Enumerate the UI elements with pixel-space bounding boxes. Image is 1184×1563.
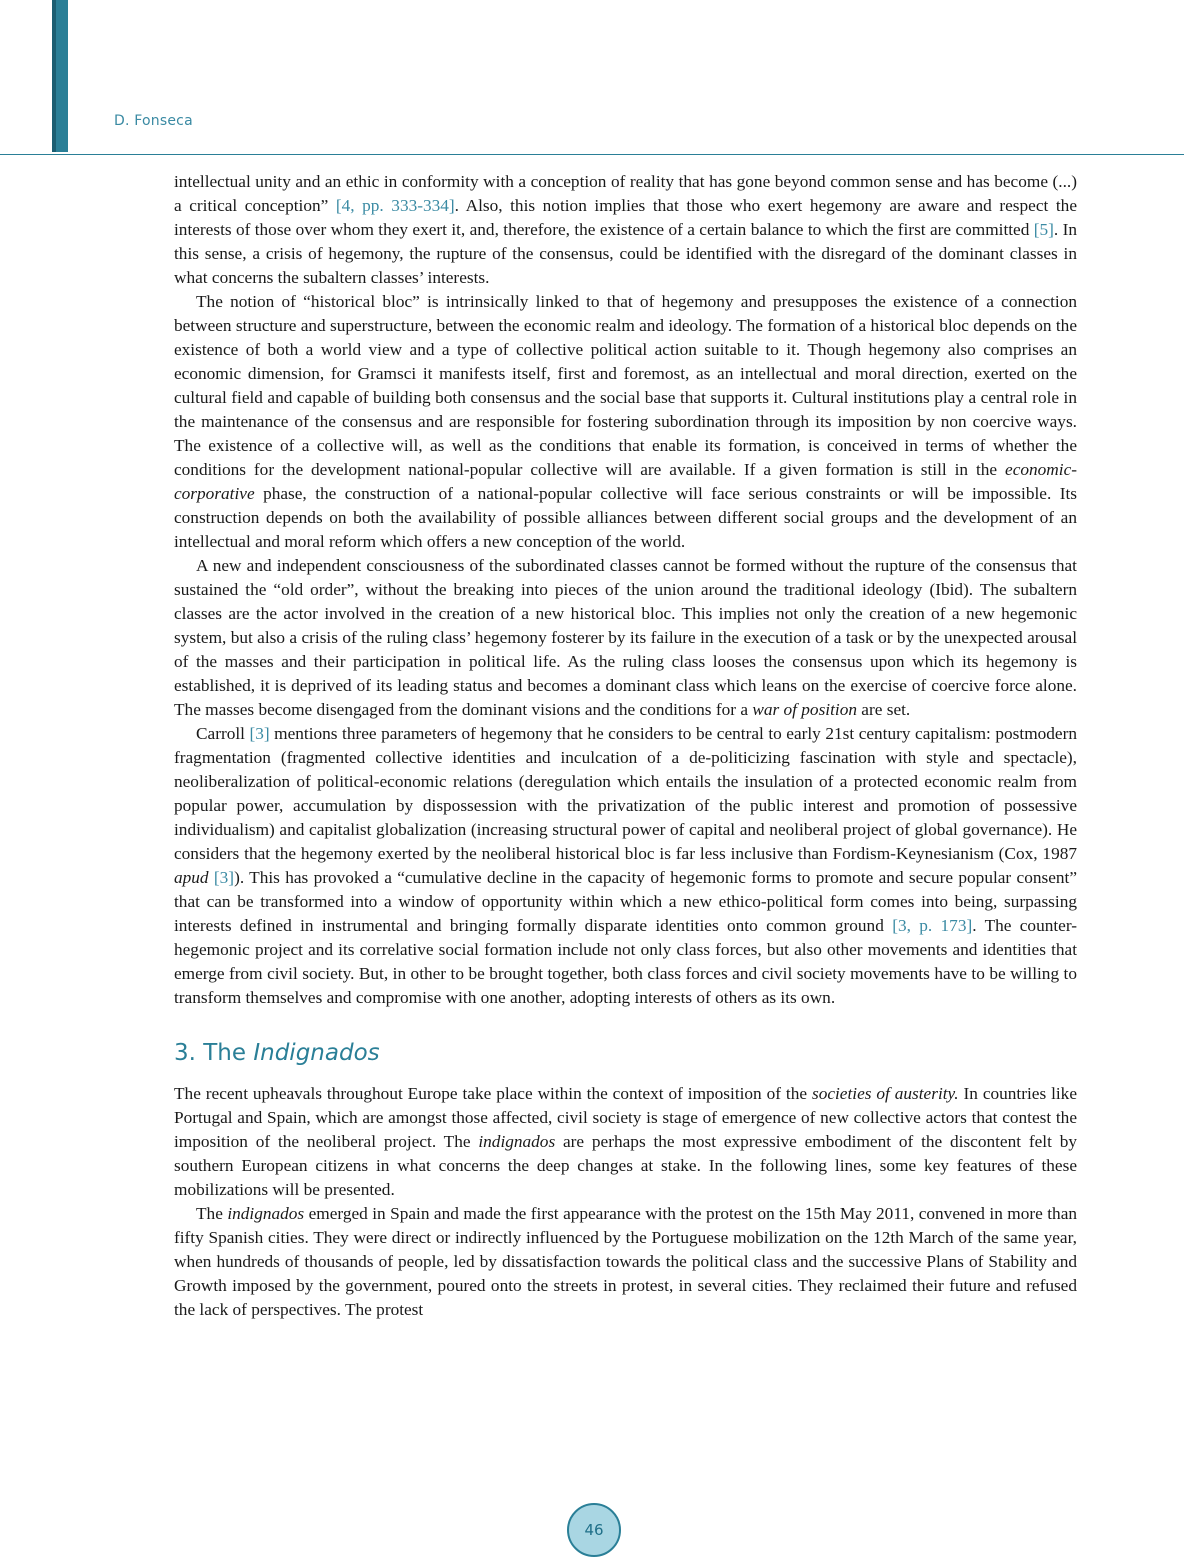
citation-link[interactable]: [3] xyxy=(249,724,270,743)
paragraph-carroll xyxy=(174,722,1077,1010)
italic-term: war of position xyxy=(752,700,857,719)
article-body xyxy=(174,170,1077,1322)
citation-link[interactable]: [5] xyxy=(1033,220,1054,239)
text: A new and independent consciousness of the subordinated classes cannot be formed without the rupture of the consensus that sustained the “old order”, without the breaking into pieces of the union around the traditional ideology (Ibid). The subaltern classes are the actor involved in the creation of a new historical bloc. This implies not only the creation of a new hegemonic system, but also a crisis of the ruling class’ hegemony fosterer by its failure in the execution of a task or by the unexpected arousal of the masses and their participation in political life. As the ruling class looses the consensus upon which its hegemony is established, it is deprived of its leading status and becomes a dominant class which leans on the exercise of coercive force alone. The masses become disengaged from the dominant visions and the conditions for a xyxy=(174,556,1077,719)
text: In countries like Portugal and Spain, which are amongst those affected, civil society is stage of emergence of new collective actors that contest the imposition of the neoliberal project. The xyxy=(174,1084,1077,1151)
text: are set. xyxy=(856,700,911,719)
header-rule xyxy=(0,154,1184,155)
text: . The counter-hegemonic project and its correlative social formation include not only class forces, but also other movements and identities that emerge from civil society. But, in other to be brought together, both class forces and civil society movements have to be willing to transform themselves and compromise with one another, adopting interests of others as its own. xyxy=(174,916,1077,1007)
text: The notion of “historical bloc” is intrinsically linked to that of hegemony and presupposes the existence of a connection between structure and superstructure, between the economic realm and ideology. The formation of a historical bloc depends on the existence of both a world view and a type of collective political action suitable to it. Though hegemony also comprises an economic dimension, for Gramsci it manifests itself, first and foremost, as an intellectual and moral direction, exerted on the cultural field and capable of building both consensus and the social base that supports it. Cultural institutions play a central role in the maintenance of the consensus and are responsible for fostering subordination through its imposition by non coercive ways. The existence of a collective will, as well as the conditions that enable its formation, is conceived in terms of whether the conditions for the development national-popular collective will are available. If a given formation is still in the xyxy=(174,292,1077,479)
section-number: 3. The xyxy=(174,1040,254,1066)
paragraph-continued xyxy=(174,170,1077,290)
text: mentions three parameters of hegemony that he considers to be central to early 21st century capitalism: postmodern fragmentation (fragmented collective identities and inculcation of a de-politicizing fascination with style and spectacle), neoliberalization of political-economic relations (deregulation which entails the insulation of a protected economic realm from popular power, accumulation by dispossession with the privatization of the public interest and promotion of possessive individualism) and capitalist globalization (increasing structural power of capital and neoliberal project of global governance). He considers that the hegemony exerted by the neoliberal historical bloc is far less inclusive than Fordism-Keynesianism (Cox, 1987 xyxy=(174,724,1077,863)
page-number-badge: 46 xyxy=(567,1503,621,1557)
text: . In this sense, a crisis of hegemony, the rupture of the consensus, could be identified with the disregard of the dominant classes in what concerns the subaltern classes’ interests. xyxy=(174,220,1078,287)
citation-link[interactable]: [3] xyxy=(213,868,235,887)
italic-term: apud xyxy=(174,868,209,887)
header-accent-bar xyxy=(52,0,68,152)
text: Carroll xyxy=(196,724,250,743)
italic-term: societies of austerity. xyxy=(811,1084,959,1103)
running-head-author: D. Fonseca xyxy=(114,113,193,129)
text: ). This has provoked a “cumulative decline in the capacity of hegemonic forms to promote and secure popular consent” that can be transformed into a window of opportunity within which a new ethico-political form comes into being, surpassing interests defined in instrumental and bringing formally disparate identities onto common ground xyxy=(174,868,1077,935)
italic-term: indignados xyxy=(478,1132,556,1151)
text: The xyxy=(196,1204,228,1223)
citation-link[interactable]: [3, p. 173] xyxy=(892,916,973,935)
paragraph-upheavals xyxy=(174,1082,1077,1202)
text: are perhaps the most expressive embodiment of the discontent felt by southern European citizens in what concerns the deep changes at stake. In the following lines, some key features of these mobilizations will be presented. xyxy=(174,1132,1078,1199)
paragraph-historical-bloc xyxy=(174,290,1077,554)
italic-term: economic-corporative xyxy=(174,460,1077,503)
section-title: Indignados xyxy=(253,1040,380,1066)
section-heading xyxy=(174,1038,1077,1068)
text: phase, the construction of a national-popular collective will face serious constraints or will be impossible. Its construction depends on both the availability of possible alliances between different social groups and the development of an intellectual and moral reform which offers a new conception of the world. xyxy=(174,484,1077,551)
citation-link[interactable]: [4, pp. 333-334] xyxy=(335,196,455,215)
text: emerged in Spain and made the first appearance with the protest on the 15th May 2011, convened in more than fifty Spanish cities. They were direct or indirectly influenced by the Portuguese mobilization on the 12th March of the same year, when hundreds of thousands of people, led by dissatisfaction towards the political class and the successive Plans of Stability and Growth imposed by the government, poured onto the streets in protest, in several cities. They reclaimed their future and refused the lack of perspectives. The protest xyxy=(174,1204,1078,1319)
paragraph-consciousness xyxy=(174,554,1077,722)
paragraph-indignados-emerged xyxy=(174,1202,1077,1322)
text: The recent upheavals throughout Europe take place within the context of imposition of the xyxy=(174,1084,812,1103)
italic-term: indignados xyxy=(227,1204,305,1223)
text: intellectual unity and an ethic in conformity with a conception of reality that has gone beyond common sense and has become (...) a critical conception” xyxy=(174,172,1077,215)
text: . Also, this notion implies that those who exert hegemony are aware and respect the interests of those over whom they exert it, and, therefore, the existence of a certain balance to which the first are committed xyxy=(174,196,1077,239)
